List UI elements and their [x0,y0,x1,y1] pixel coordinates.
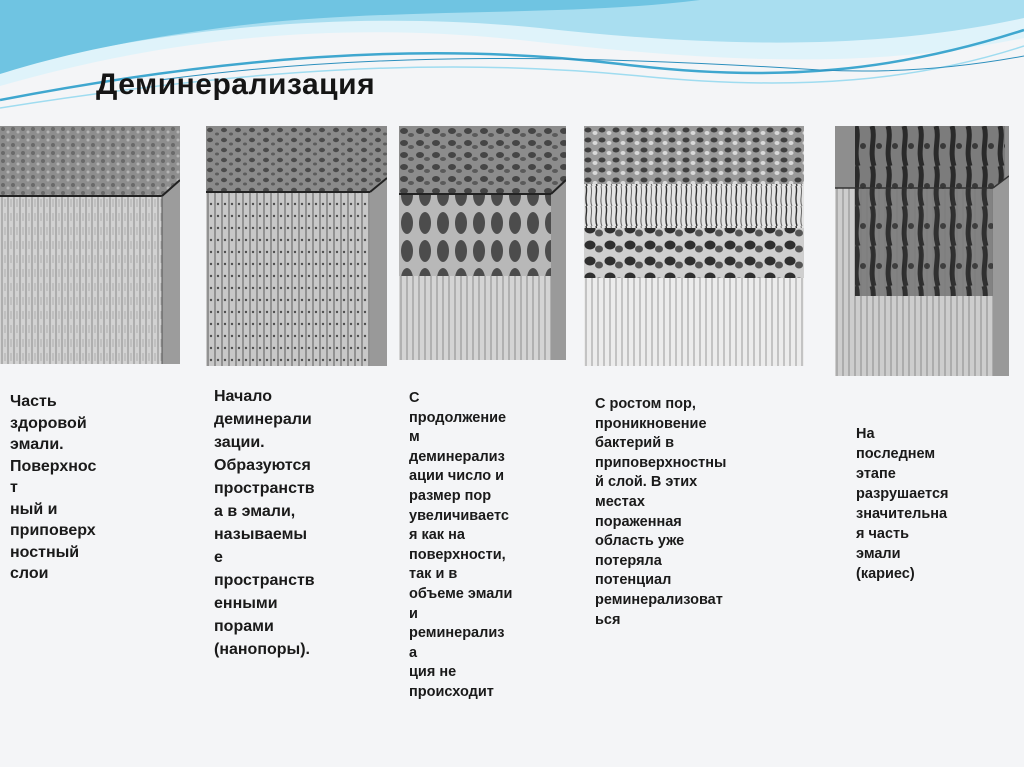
progressing-demineralization-block-image [399,126,566,360]
bacteria-penetration-block-image [584,126,804,366]
decorative-wave-header [0,0,1024,120]
healthy-enamel-block-image [0,126,180,364]
bacteria-penetration-caption: С ростом пор, проникновение бактерий в приповерхностны й слой. В этих местах пораженная область уже потеряла потенциал реминерализоват ься [595,396,727,628]
progressing-demineralization-caption: С продолжение м деминерализ ации число и размер пор увеличиваетс я как на поверхности, так и в объеме эмали и реминерализ а ция не происходит [409,390,513,700]
caries-block-image [835,126,1009,376]
healthy-enamel-caption: Часть здоровой эмали. Поверхнос т ный и приповерх ностный слои [10,393,97,582]
initial-demineralization-caption: Начало деминерали зации. Образуются пространств а в эмали, называемы е пространств енными порами (нанопоры). [214,388,315,658]
slide-title: Деминерализация [96,68,376,101]
initial-demineralization-block-image [206,126,387,366]
caries-caption: На последнем этапе разрушается значительна я часть эмали (кариес) [856,426,949,582]
